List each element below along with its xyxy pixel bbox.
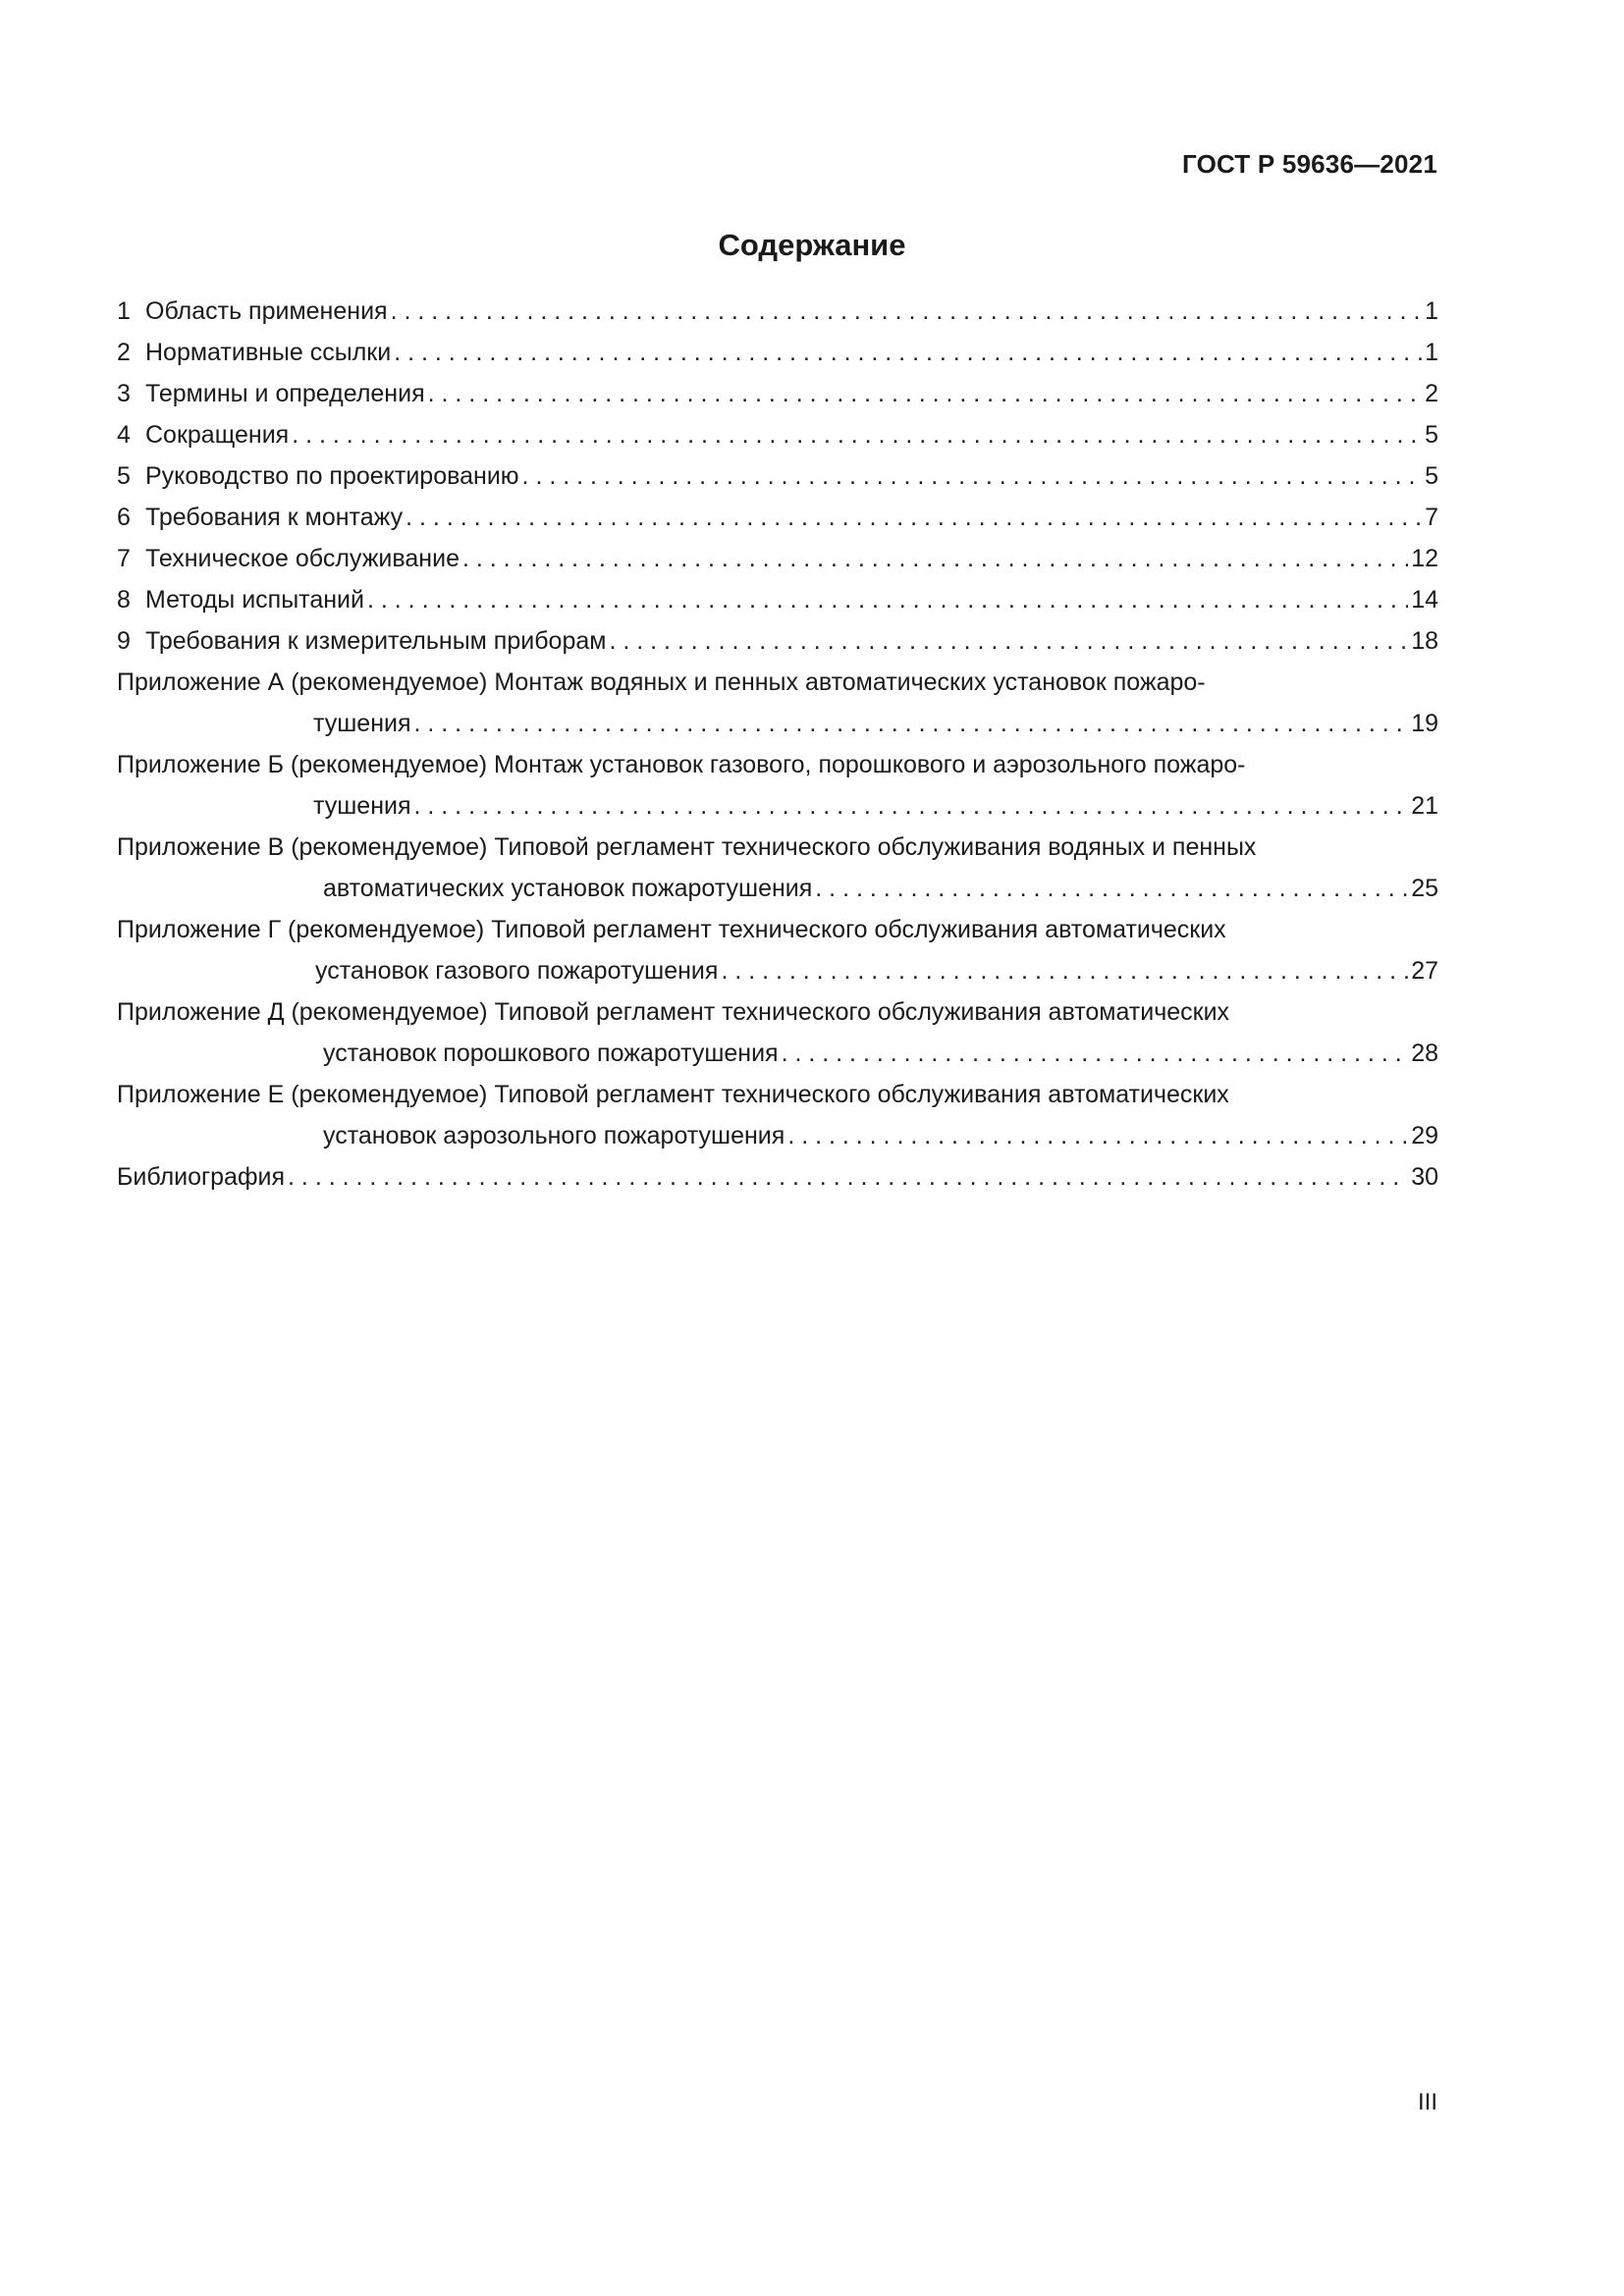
toc-leader-dots	[787, 1115, 1408, 1156]
toc-entry-page: 5	[1425, 462, 1438, 490]
toc-entry-6[interactable]	[117, 497, 1438, 538]
toc-entry-label: Требования к измерительным приборам	[145, 627, 607, 655]
toc-entry-bibliography[interactable]	[117, 1156, 1438, 1198]
toc-entry-8[interactable]	[117, 579, 1438, 620]
toc-entry-1[interactable]	[117, 291, 1438, 332]
toc-leader-dots	[406, 497, 1422, 538]
toc-entry-label: Методы испытаний	[145, 586, 364, 614]
toc-entry-number: 9	[117, 627, 131, 655]
toc-entry-label: Требования к монтажу	[145, 504, 404, 531]
toc-leader-dots	[391, 291, 1423, 332]
toc-appendix-title: Приложение Д (рекомендуемое) Типовой регламент технического обслуживания автоматических	[117, 998, 1230, 1026]
toc-entry-page: 5	[1425, 421, 1438, 449]
toc-entry-4[interactable]	[117, 414, 1438, 455]
toc-entry-page: 12	[1411, 545, 1438, 572]
toc-entry-page: 7	[1425, 504, 1438, 531]
toc-appendix-title: Приложение Б (рекомендуемое) Монтаж установок газового, порошкового и аэрозольного пожаро-	[117, 751, 1246, 778]
toc-entry-number: 1	[117, 297, 131, 325]
page-number: III	[1417, 2089, 1437, 2115]
toc-entry-label: Техническое обслуживание	[145, 545, 460, 572]
toc-entry-page: 2	[1425, 380, 1438, 407]
toc-appendix-title: Приложение В (рекомендуемое) Типовой регламент технического обслуживания водяных и пенных	[117, 833, 1257, 861]
toc-appendix-title-cont: установок газового пожаротушения	[315, 957, 719, 985]
toc-appendix-a[interactable]	[117, 662, 1438, 744]
toc-entry-3[interactable]	[117, 373, 1438, 414]
toc-title: Содержание	[718, 228, 906, 262]
toc-entry-page: 28	[1411, 1040, 1438, 1067]
toc-entry-label: Термины и определения	[145, 380, 425, 407]
toc-entry-number: 7	[117, 545, 131, 572]
toc-appendix-title: Приложение Е (рекомендуемое) Типовой регламент технического обслуживания автоматических	[117, 1081, 1229, 1108]
toc-appendix-v[interactable]	[117, 827, 1438, 909]
toc-entry-number: 2	[117, 339, 131, 366]
toc-entry-2[interactable]	[117, 332, 1438, 373]
toc-appendix-title: Приложение Г (рекомендуемое) Типовой регламент технического обслуживания автоматических	[117, 916, 1226, 943]
toc-entry-page: 1	[1425, 297, 1438, 325]
toc-appendix-title: Приложение А (рекомендуемое) Монтаж водяных и пенных автоматических установок пожаро-	[117, 668, 1206, 696]
toc-leader-dots	[782, 1033, 1409, 1074]
toc-entry-page: 27	[1411, 957, 1438, 985]
toc-entry-9[interactable]	[117, 620, 1438, 662]
toc-entry-7[interactable]	[117, 538, 1438, 579]
toc-entry-number: 4	[117, 421, 131, 449]
toc-appendix-d[interactable]	[117, 991, 1438, 1074]
toc-entry-label: Библиография	[117, 1163, 286, 1191]
toc-appendix-title-cont: установок порошкового пожаротушения	[323, 1040, 779, 1067]
toc-entry-label: Сокращения	[145, 421, 290, 449]
toc-leader-dots	[428, 373, 1422, 414]
toc-entry-label: Руководство по проектированию	[145, 462, 519, 490]
document-code: ГОСТ Р 59636—2021	[1182, 149, 1437, 179]
toc-appendix-e[interactable]	[117, 1074, 1438, 1156]
table-of-contents	[117, 291, 1438, 1198]
toc-entry-5[interactable]	[117, 455, 1438, 497]
toc-appendix-title-cont: установок аэрозольного пожаротушения	[323, 1122, 785, 1149]
toc-leader-dots	[414, 703, 1409, 744]
toc-leader-dots	[394, 332, 1422, 373]
toc-leader-dots	[462, 538, 1408, 579]
toc-entry-page: 25	[1411, 875, 1438, 902]
toc-appendix-g[interactable]	[117, 909, 1438, 991]
toc-entry-page: 14	[1411, 586, 1438, 614]
toc-entry-page: 29	[1411, 1122, 1438, 1149]
toc-leader-dots	[367, 579, 1408, 620]
toc-leader-dots	[522, 455, 1423, 497]
toc-entry-page: 21	[1411, 792, 1438, 820]
toc-entry-number: 5	[117, 462, 131, 490]
toc-entry-label: Область применения	[145, 297, 388, 325]
toc-entry-page: 18	[1411, 627, 1438, 655]
toc-leader-dots	[609, 620, 1408, 662]
toc-appendix-title-cont: тушения	[313, 710, 411, 737]
toc-appendix-title-cont: автоматических установок пожаротушения	[323, 875, 813, 902]
toc-entry-number: 8	[117, 586, 131, 614]
toc-entry-number: 3	[117, 380, 131, 407]
toc-leader-dots	[288, 1156, 1408, 1198]
toc-entry-page: 30	[1411, 1163, 1438, 1191]
toc-appendix-title-cont: тушения	[313, 792, 411, 820]
toc-leader-dots	[815, 868, 1408, 909]
toc-appendix-b[interactable]	[117, 744, 1438, 827]
toc-leader-dots	[414, 785, 1409, 827]
toc-entry-label: Нормативные ссылки	[145, 339, 392, 366]
toc-entry-page: 19	[1411, 710, 1438, 737]
toc-leader-dots	[721, 950, 1408, 991]
toc-entry-page: 1	[1425, 339, 1438, 366]
toc-leader-dots	[292, 414, 1422, 455]
toc-entry-number: 6	[117, 504, 131, 531]
